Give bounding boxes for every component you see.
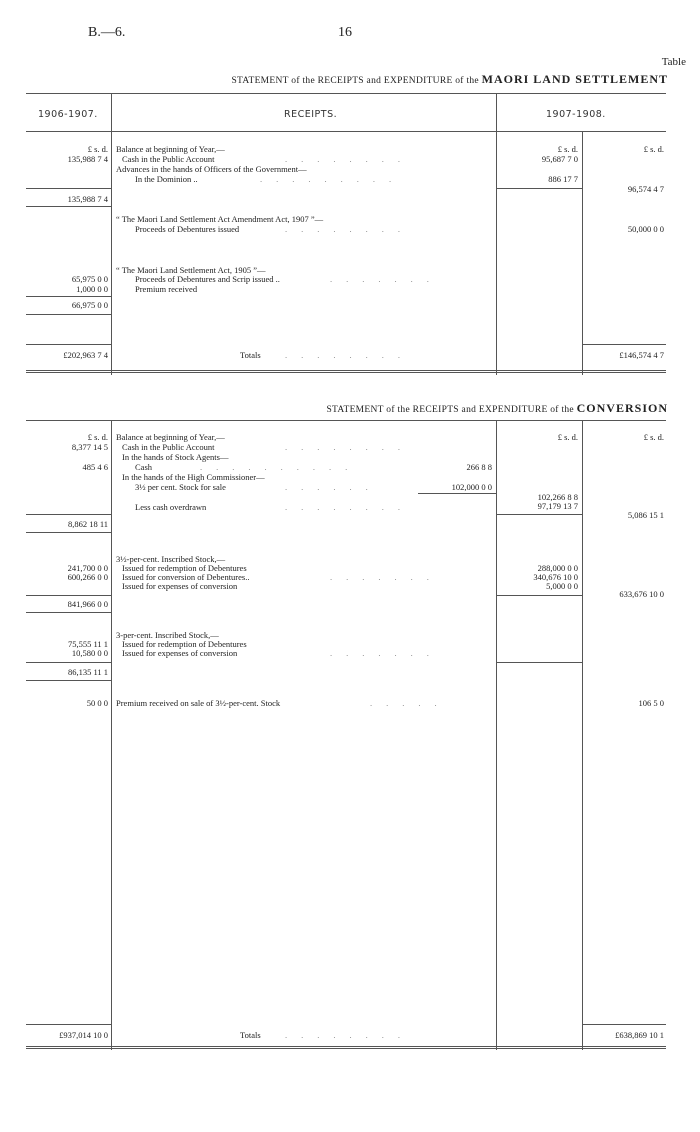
amount: 102,266 8 8 xyxy=(537,492,578,502)
amount: 485 4 6 xyxy=(82,462,108,472)
amount: 106 5 0 xyxy=(638,698,664,708)
s2-line: Issued for expenses of conversion xyxy=(122,648,238,658)
section2-title xyxy=(326,401,668,416)
s2-line: 3½-per-cent. Inscribed Stock,— xyxy=(116,554,226,564)
amount: 75,555 11 1 xyxy=(67,639,108,649)
s1-line: “ The Maori Land Settlement Act Amendment Act, 1907 ”— xyxy=(116,214,324,224)
leader-dots: ........ xyxy=(285,224,414,234)
leader-dots: ........ xyxy=(285,1030,414,1040)
s2-line: In the hands of Stock Agents— xyxy=(122,452,229,462)
col-year-left: 1906-1907. xyxy=(38,109,98,120)
amount: 5,000 0 0 xyxy=(546,581,578,591)
s1-totals-label: Totals xyxy=(240,350,261,360)
leader-dots: ........ xyxy=(285,154,414,164)
amount: 886 17 7 xyxy=(548,174,578,184)
section1-title-bold: MAORI LAND SETTLEMENT xyxy=(481,72,668,86)
s2-line: 3-per-cent. Inscribed Stock,— xyxy=(116,630,219,640)
s2-line: Issued for redemption of Debentures xyxy=(122,563,247,573)
amount: 241,700 0 0 xyxy=(67,563,108,573)
s1-line: In the Dominion .. xyxy=(135,174,198,184)
amount: 633,676 10 0 xyxy=(619,589,664,599)
leader-dots: ..... xyxy=(370,698,451,708)
units-right2: £ s. d. xyxy=(643,144,664,154)
amount: 65,975 0 0 xyxy=(71,274,108,284)
amount-total: £638,869 10 1 xyxy=(615,1030,664,1040)
amount: 86,135 11 1 xyxy=(67,667,108,677)
amount: 8,377 14 5 xyxy=(71,442,108,452)
s2-line: Issued for redemption of Debentures xyxy=(122,639,247,649)
amount: 288,000 0 0 xyxy=(537,563,578,573)
amount: 96,574 4 7 xyxy=(627,184,664,194)
s2-line: Cash in the Public Account xyxy=(122,442,215,452)
col-receipts: RECEIPTS. xyxy=(284,109,338,120)
amount: 95,687 7 0 xyxy=(541,154,578,164)
units-left: £ s. d. xyxy=(87,432,108,442)
leader-dots: ...... xyxy=(285,482,382,492)
s1-line: Advances in the hands of Officers of the Government— xyxy=(116,164,307,174)
leader-dots: ....... xyxy=(330,648,443,658)
s2-line: Issued for expenses of conversion xyxy=(122,581,238,591)
amount: 600,266 0 0 xyxy=(67,572,108,582)
section2-title-bold: CONVERSION xyxy=(576,401,668,415)
amount-total: £937,014 10 0 xyxy=(59,1030,108,1040)
amount-total: £202,963 7 4 xyxy=(63,350,108,360)
section1-title-prefix: STATEMENT of the RECEIPTS and EXPENDITURE of the xyxy=(231,76,479,86)
page-number: 16 xyxy=(338,25,352,40)
table-label: Table xyxy=(661,56,686,68)
s2-line: Premium received on sale of 3½-per-cent. Stock xyxy=(116,698,281,708)
units-right2: £ s. d. xyxy=(643,432,664,442)
s1-line: “ The Maori Land Settlement Act, 1905 ”— xyxy=(116,265,266,275)
leader-dots: ....... xyxy=(330,572,443,582)
s2-line: Cash xyxy=(135,462,152,472)
amount: 10,580 0 0 xyxy=(71,648,108,658)
amount: 135,988 7 4 xyxy=(67,154,108,164)
amount-total: £146,574 4 7 xyxy=(619,350,664,360)
s2-totals-label: Totals xyxy=(240,1030,261,1040)
amount: 135,988 7 4 xyxy=(67,194,108,204)
col-year-right: 1907-1908. xyxy=(546,109,606,120)
s2-line: Less cash overdrawn xyxy=(135,502,207,512)
leader-dots: ........ xyxy=(285,502,414,512)
amount: 50 0 0 xyxy=(86,698,108,708)
amount: 8,862 18 11 xyxy=(67,519,108,529)
amount: 50,000 0 0 xyxy=(627,224,664,234)
leader-dots: .......... xyxy=(200,462,362,472)
units-left: £ s. d. xyxy=(87,144,108,154)
s2-line: 3½ per cent. Stock for sale xyxy=(135,482,226,492)
s2-line: Balance at beginning of Year,— xyxy=(116,432,225,442)
section2-title-prefix: STATEMENT of the RECEIPTS and EXPENDITURE of the xyxy=(326,405,574,415)
leader-dots: ....... xyxy=(330,274,443,284)
section1-title xyxy=(231,72,668,87)
s1-line: Proceeds of Debentures issued xyxy=(135,224,240,234)
amount: 66,975 0 0 xyxy=(71,300,108,310)
amount: 841,966 0 0 xyxy=(67,599,108,609)
s1-line: Balance at beginning of Year,— xyxy=(116,144,225,154)
amount: 97,179 13 7 xyxy=(537,501,578,511)
amount: 5,086 15 1 xyxy=(627,510,664,520)
page-ref: B.—6. xyxy=(88,25,126,40)
units-right1: £ s. d. xyxy=(557,144,578,154)
amount: 102,000 0 0 xyxy=(451,482,492,492)
leader-dots: ......... xyxy=(260,174,406,184)
s1-line: Proceeds of Debentures and Scrip issued .. xyxy=(135,274,280,284)
leader-dots: ........ xyxy=(285,350,414,360)
s1-line: Cash in the Public Account xyxy=(122,154,215,164)
s2-line: In the hands of the High Commissioner— xyxy=(122,472,265,482)
s2-line: Issued for conversion of Debentures.. xyxy=(122,572,250,582)
amount: 266 8 8 xyxy=(466,462,492,472)
amount: 340,676 10 0 xyxy=(533,572,578,582)
leader-dots: ........ xyxy=(285,442,414,452)
s1-line: Premium received xyxy=(135,284,198,294)
amount: 1,000 0 0 xyxy=(76,284,108,294)
units-right1: £ s. d. xyxy=(557,432,578,442)
